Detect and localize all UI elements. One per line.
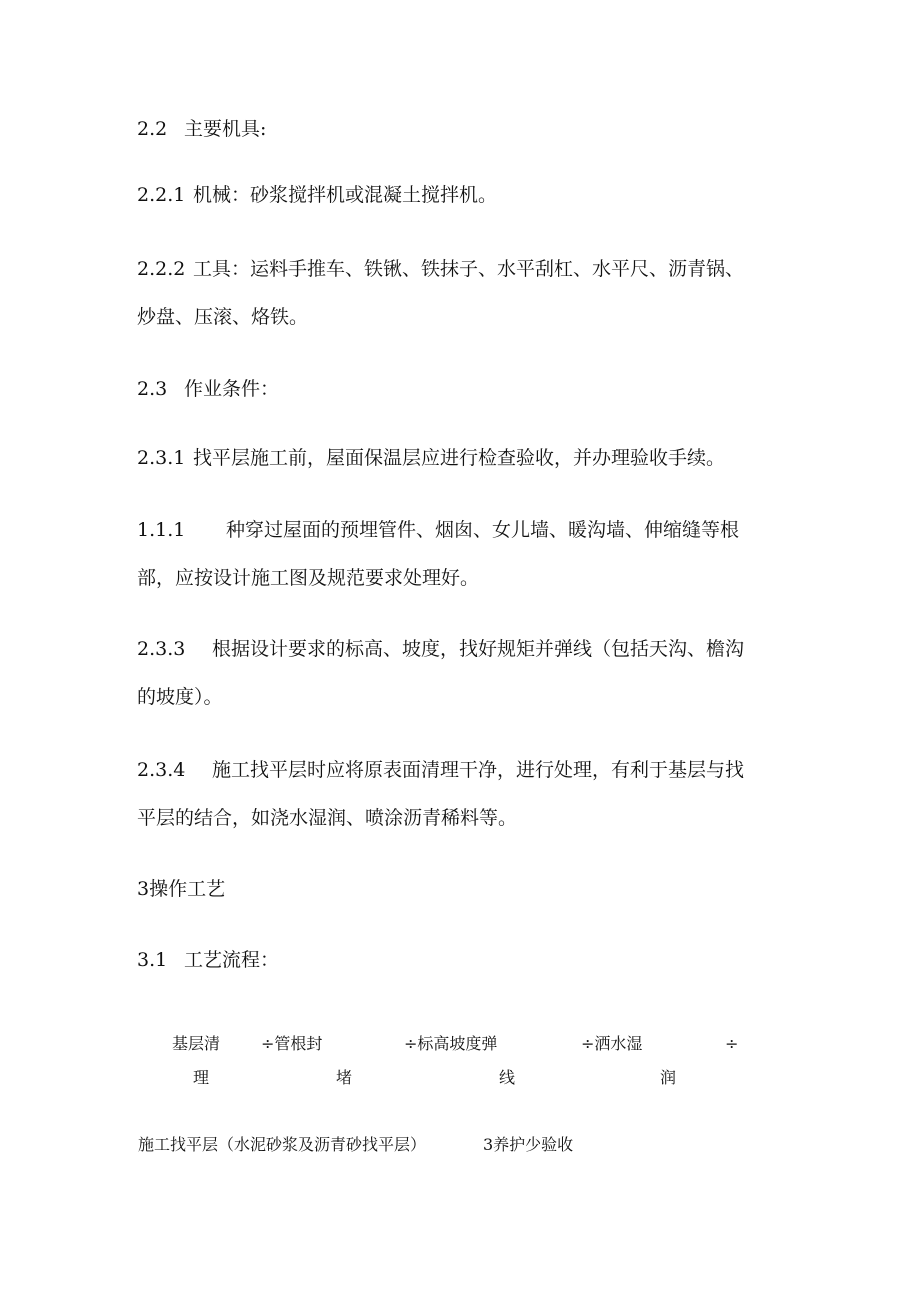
flow-step-2-bottom: 堵 xyxy=(336,1068,353,1087)
section-text: 工具：运料手推车、铁锹、铁抹子、水平刮杠、水平尺、沥青锅、 xyxy=(193,258,745,280)
section-1-1-1-cont: 部，应按设计施工图及规范要求处理好。 xyxy=(137,567,480,589)
section-text: 找平层施工前，屋面保温层应进行检查验收，并办理验收手续。 xyxy=(193,447,726,469)
section-text: 机械：砂浆搅拌机或混凝土搅拌机。 xyxy=(193,184,498,206)
flow-step-1-top: 基层清 xyxy=(172,1034,221,1053)
section-1-1-1 xyxy=(137,518,739,542)
flow-step-3-top: ÷标高坡度弹 xyxy=(404,1034,498,1053)
section-2-3-4-cont: 平层的结合，如浇水湿润、喷涂沥青稀料等。 xyxy=(137,807,518,829)
section-2-3-3 xyxy=(137,637,744,661)
flow-step-2-top: ÷管根封 xyxy=(261,1034,323,1053)
section-2-3 xyxy=(137,377,279,401)
section-text: 施工找平层时应将原表面清理干净，进行处理，有利于基层与找 xyxy=(212,759,745,781)
flow-row-2-end: 3养护少验收 xyxy=(483,1135,574,1154)
section-text: 工艺流程： xyxy=(184,949,280,971)
section-number: 1.1.1 xyxy=(137,519,186,541)
section-3-1 xyxy=(137,948,279,972)
section-text: 主要机具: xyxy=(184,118,267,140)
section-number: 2.2.2 xyxy=(137,258,186,280)
section-text: 种穿过屋面的预埋管件、烟囱、女儿墙、暖沟墙、伸缩缝等根 xyxy=(226,519,740,541)
section-number: 2.3 xyxy=(137,378,168,400)
section-2-3-3-cont: 的坡度）。 xyxy=(137,686,223,708)
section-text: 作业条件： xyxy=(184,378,280,400)
section-3: 3操作工艺 xyxy=(137,878,226,900)
section-2-2-1 xyxy=(137,183,497,207)
section-2-3-1 xyxy=(137,446,725,470)
section-number: 2.2.1 xyxy=(137,184,186,206)
flow-arrow: ÷ xyxy=(725,1034,739,1053)
flow-step-1-bottom: 理 xyxy=(193,1068,210,1087)
section-text: 根据设计要求的标高、坡度，找好规矩并弹线（包括天沟、檐沟 xyxy=(212,638,745,660)
section-number: 2.3.3 xyxy=(137,638,186,660)
section-number: 2.2 xyxy=(137,118,168,140)
flow-step-4-top: ÷洒水湿 xyxy=(581,1034,643,1053)
section-number: 2.3.4 xyxy=(137,759,186,781)
flow-step-3-bottom: 线 xyxy=(499,1068,516,1087)
section-2-3-4 xyxy=(137,758,744,782)
section-number: 3.1 xyxy=(137,949,168,971)
section-number: 2.3.1 xyxy=(137,447,186,469)
section-2-2 xyxy=(137,117,266,141)
section-2-2-2-cont: 炒盘、压滚、烙铁。 xyxy=(137,306,309,328)
section-2-2-2 xyxy=(137,257,744,281)
flow-step-4-bottom: 润 xyxy=(660,1068,677,1087)
flow-row-2-main: 施工找平层（水泥砂浆及沥青砂找平层） xyxy=(138,1135,427,1154)
